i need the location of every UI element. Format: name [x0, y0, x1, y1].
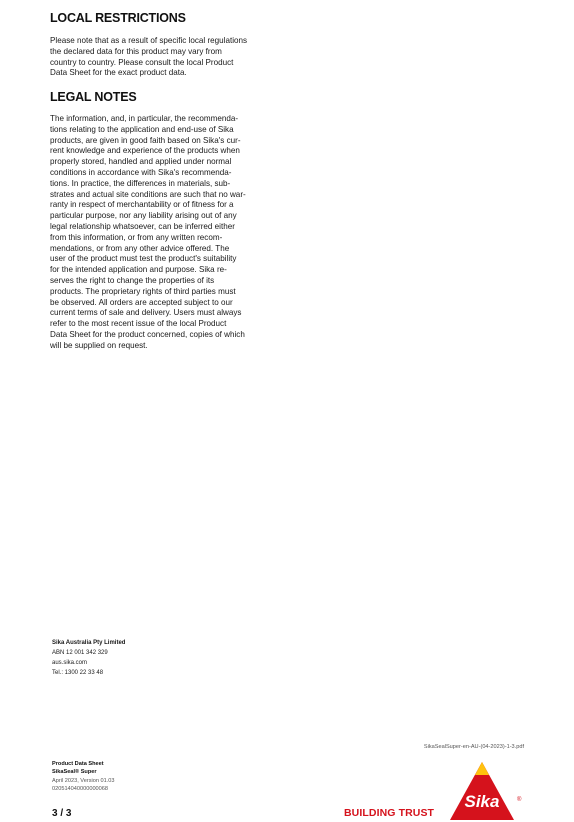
local-restrictions-text: Please note that as a result of specific local regulations the declared data for this product may vary from country to country. Please consult the local Product Data Sheet for the exact product data.: [50, 36, 248, 78]
legal-notes-section: [50, 114, 280, 352]
sika-logo-icon: [444, 760, 524, 820]
company-website: aus.sika.com: [52, 660, 88, 666]
company-abn: ABN 12 001 342 329: [52, 650, 108, 656]
building-trust-tagline: BUILDING TRUST: [344, 807, 435, 819]
legal-notes-heading: LEGAL NOTES: [50, 90, 137, 104]
page-number: 3 / 3: [52, 808, 72, 819]
document-filename: SikaSealSuper-en-AU-(04-2023)-1-3.pdf: [423, 744, 524, 750]
local-restrictions-section: [50, 36, 280, 79]
document-code: 020514040000000068: [52, 786, 108, 793]
product-name: SikaSeal® Super: [52, 769, 97, 776]
document-version: April 2023, Version 01.03: [52, 777, 115, 784]
logo-peak: [475, 762, 489, 775]
company-name: Sika Australia Pty Limited: [52, 640, 126, 646]
company-phone: Tel.: 1300 22 33 48: [52, 670, 104, 676]
document-type: Product Data Sheet: [52, 761, 104, 767]
legal-notes-text: The information, and, in particular, the recommenda- tions relating to the application and end-use of Sika products, are given in good faith based on Sika's cur- rent knowledge and experience of the products when properly stored, handled and applied under normal conditions in accordance with Sika's recommenda- tions. In practice, the differences in materials, sub- strates and actual site conditions are such that no war- ranty in respect of merchantability or of fitness for a particular purpose, nor any liability arising out of any legal relationship whatsoever, can be inferred either from this information, or from any written recom- mendations, or from any other advice offered. The user of the product must test the product's suitability for the intended application and purpose. Sika re- serves the right to change the properties of its products. The proprietary rights of third parties must be observed. All orders are accepted subject to our current terms of sale and delivery. Users must always refer to the most recent issue of the local Product Data Sheet for the product concerned, copies of which will be supplied on request.: [50, 114, 246, 350]
logo-text: Sika: [464, 792, 500, 811]
company-info: [52, 638, 125, 678]
registered-mark: ®: [517, 797, 522, 803]
product-data-sheet-info: [52, 760, 115, 794]
local-restrictions-heading: LOCAL RESTRICTIONS: [50, 11, 186, 25]
